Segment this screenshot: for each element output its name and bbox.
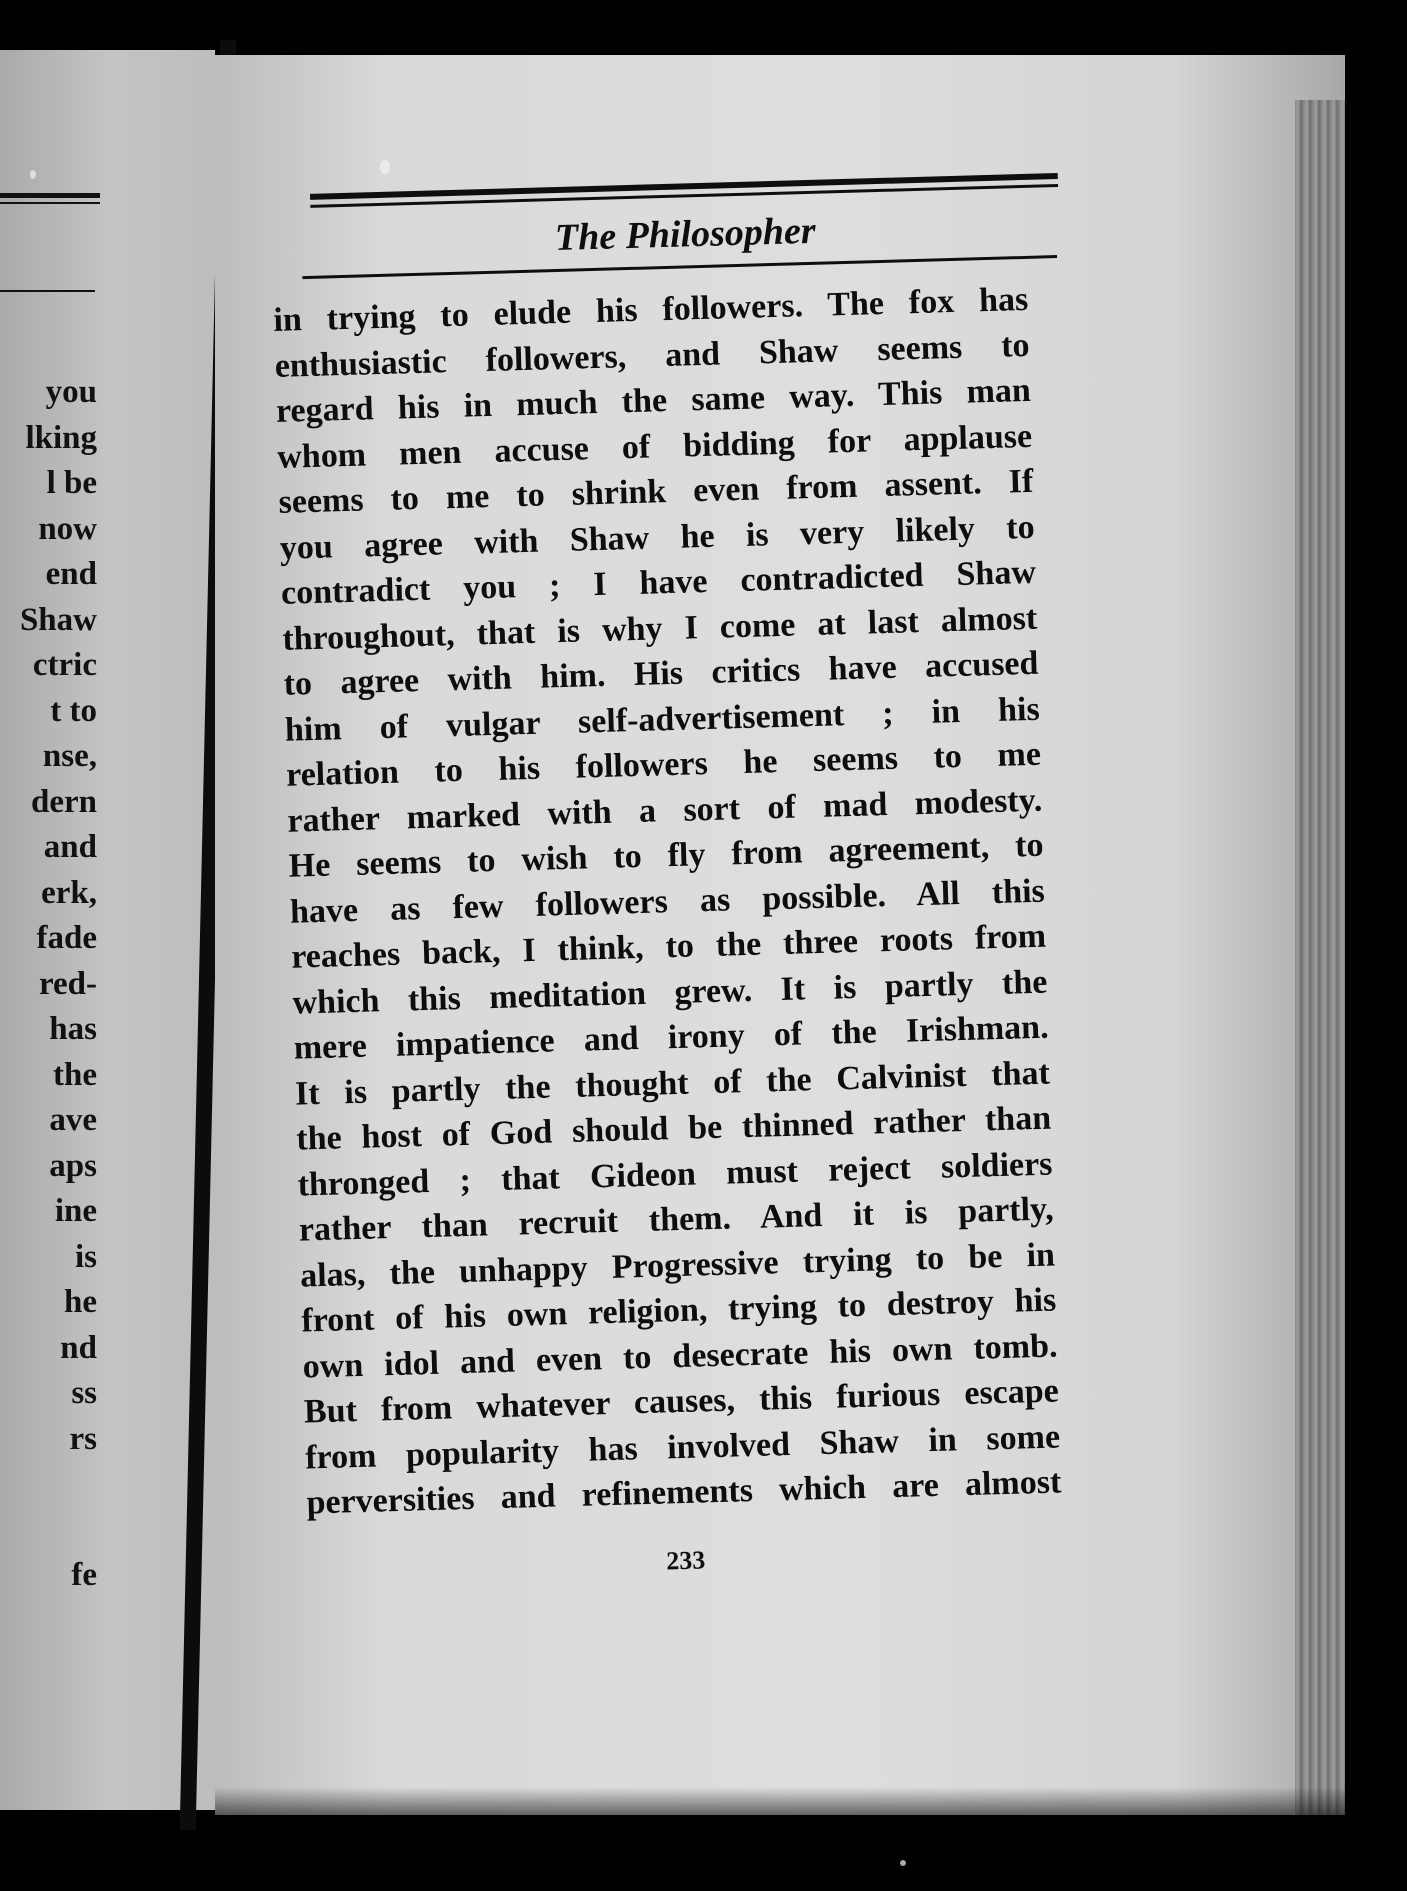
- page-bottom-shadow: [215, 1787, 1345, 1815]
- left-fragment: lking: [25, 419, 97, 456]
- left-page-text-fragments: [0, 370, 97, 1599]
- left-fragment: nse,: [42, 738, 97, 774]
- text-line: which this meditation grew. It is partly the: [292, 963, 1048, 1022]
- left-fragment: t to: [50, 692, 97, 729]
- text-line: throughout, that is why I come at last almost: [281, 599, 1038, 658]
- left-header-rule: [0, 290, 95, 292]
- left-fragment: has: [49, 1011, 97, 1047]
- left-fragment: rs: [69, 1420, 97, 1457]
- left-fragment: the: [53, 1056, 97, 1093]
- text-line: the host of God should be thinned rather than: [295, 1099, 1052, 1158]
- left-fragment: [0, 1508, 97, 1554]
- text-line: whom men accuse of bidding for applause: [276, 417, 1033, 476]
- body-text: [273, 277, 1062, 1526]
- previous-page-fragment: [0, 50, 215, 1810]
- left-fragment: now: [38, 510, 97, 547]
- text-line: relation to his followers he seems to me: [285, 735, 1042, 794]
- left-header-double-rule: [0, 193, 100, 204]
- left-fragment: he: [64, 1284, 97, 1320]
- text-line: in trying to elude his followers. The fox has: [272, 280, 1029, 339]
- left-fragment: nd: [60, 1329, 97, 1366]
- scan-speck: [900, 1860, 906, 1866]
- left-fragment: ss: [71, 1375, 97, 1411]
- text-line: him of vulgar self-advertisement ; in his: [284, 690, 1041, 749]
- left-fragment: is: [74, 1238, 97, 1275]
- text-line: you agree with Shaw he is very likely to: [279, 508, 1036, 567]
- text-line: seems to me to shrink even from assent. If: [278, 462, 1034, 521]
- left-fragment: Shaw: [19, 601, 97, 638]
- current-page: [215, 55, 1345, 1815]
- text-line: mere impatience and irony of the Irishman.: [293, 1008, 1050, 1067]
- scan-speck: [30, 170, 36, 179]
- text-line: to agree with him. His critics have accused: [283, 644, 1039, 703]
- page-content: [270, 174, 1069, 1586]
- text-line: But from whatever causes, this furious escape: [303, 1372, 1060, 1431]
- left-fragment: ine: [54, 1193, 97, 1229]
- left-fragment: ctric: [32, 647, 97, 683]
- text-line: enthusiastic followers, and Shaw seems to: [274, 326, 1030, 385]
- running-head: The Philosopher: [554, 209, 817, 260]
- text-line: perversities and refinements which are almost: [306, 1463, 1062, 1522]
- text-line: contradict you ; I have contradicted Shaw: [280, 553, 1037, 612]
- text-line: rather than recruit them. And it is partly,: [298, 1190, 1055, 1249]
- text-line: He seems to wish to fly from agreement, to: [288, 826, 1044, 885]
- scan-speck: [380, 160, 390, 174]
- text-line: rather marked with a sort of mad modesty.: [286, 781, 1043, 840]
- text-line: thronged ; that Gideon must reject soldiers: [297, 1145, 1053, 1204]
- text-line: from popularity has involved Shaw in some: [304, 1417, 1061, 1477]
- page-number: 233: [665, 1544, 706, 1575]
- left-fragment: you: [45, 374, 97, 410]
- left-fragment: fade: [36, 920, 97, 956]
- left-fragment: fe: [71, 1557, 97, 1593]
- left-fragment: dern: [31, 783, 97, 820]
- left-fragment: aps: [49, 1147, 97, 1184]
- left-fragment: ave: [49, 1102, 97, 1138]
- left-fragment: end: [45, 556, 97, 592]
- text-line: front of his own religion, trying to destroy his: [300, 1281, 1057, 1340]
- text-line: It is partly the thought of the Calvinist that: [294, 1054, 1051, 1113]
- text-line: reaches back, I think, to the three roots from: [290, 917, 1047, 976]
- left-fragment: [0, 1462, 97, 1508]
- text-line: have as few followers as possible. All this: [289, 872, 1046, 931]
- left-fragment: l be: [46, 465, 97, 501]
- text-line: alas, the unhappy Progressive trying to be in: [299, 1236, 1056, 1295]
- left-fragment: red-: [38, 965, 97, 1002]
- left-fragment: erk,: [41, 874, 97, 911]
- page-stack-edge: [1295, 100, 1345, 1815]
- left-fragment: and: [43, 829, 97, 865]
- text-line: regard his in much the same way. This man: [275, 371, 1032, 430]
- text-line: own idol and even to desecrate his own tomb.: [302, 1326, 1058, 1386]
